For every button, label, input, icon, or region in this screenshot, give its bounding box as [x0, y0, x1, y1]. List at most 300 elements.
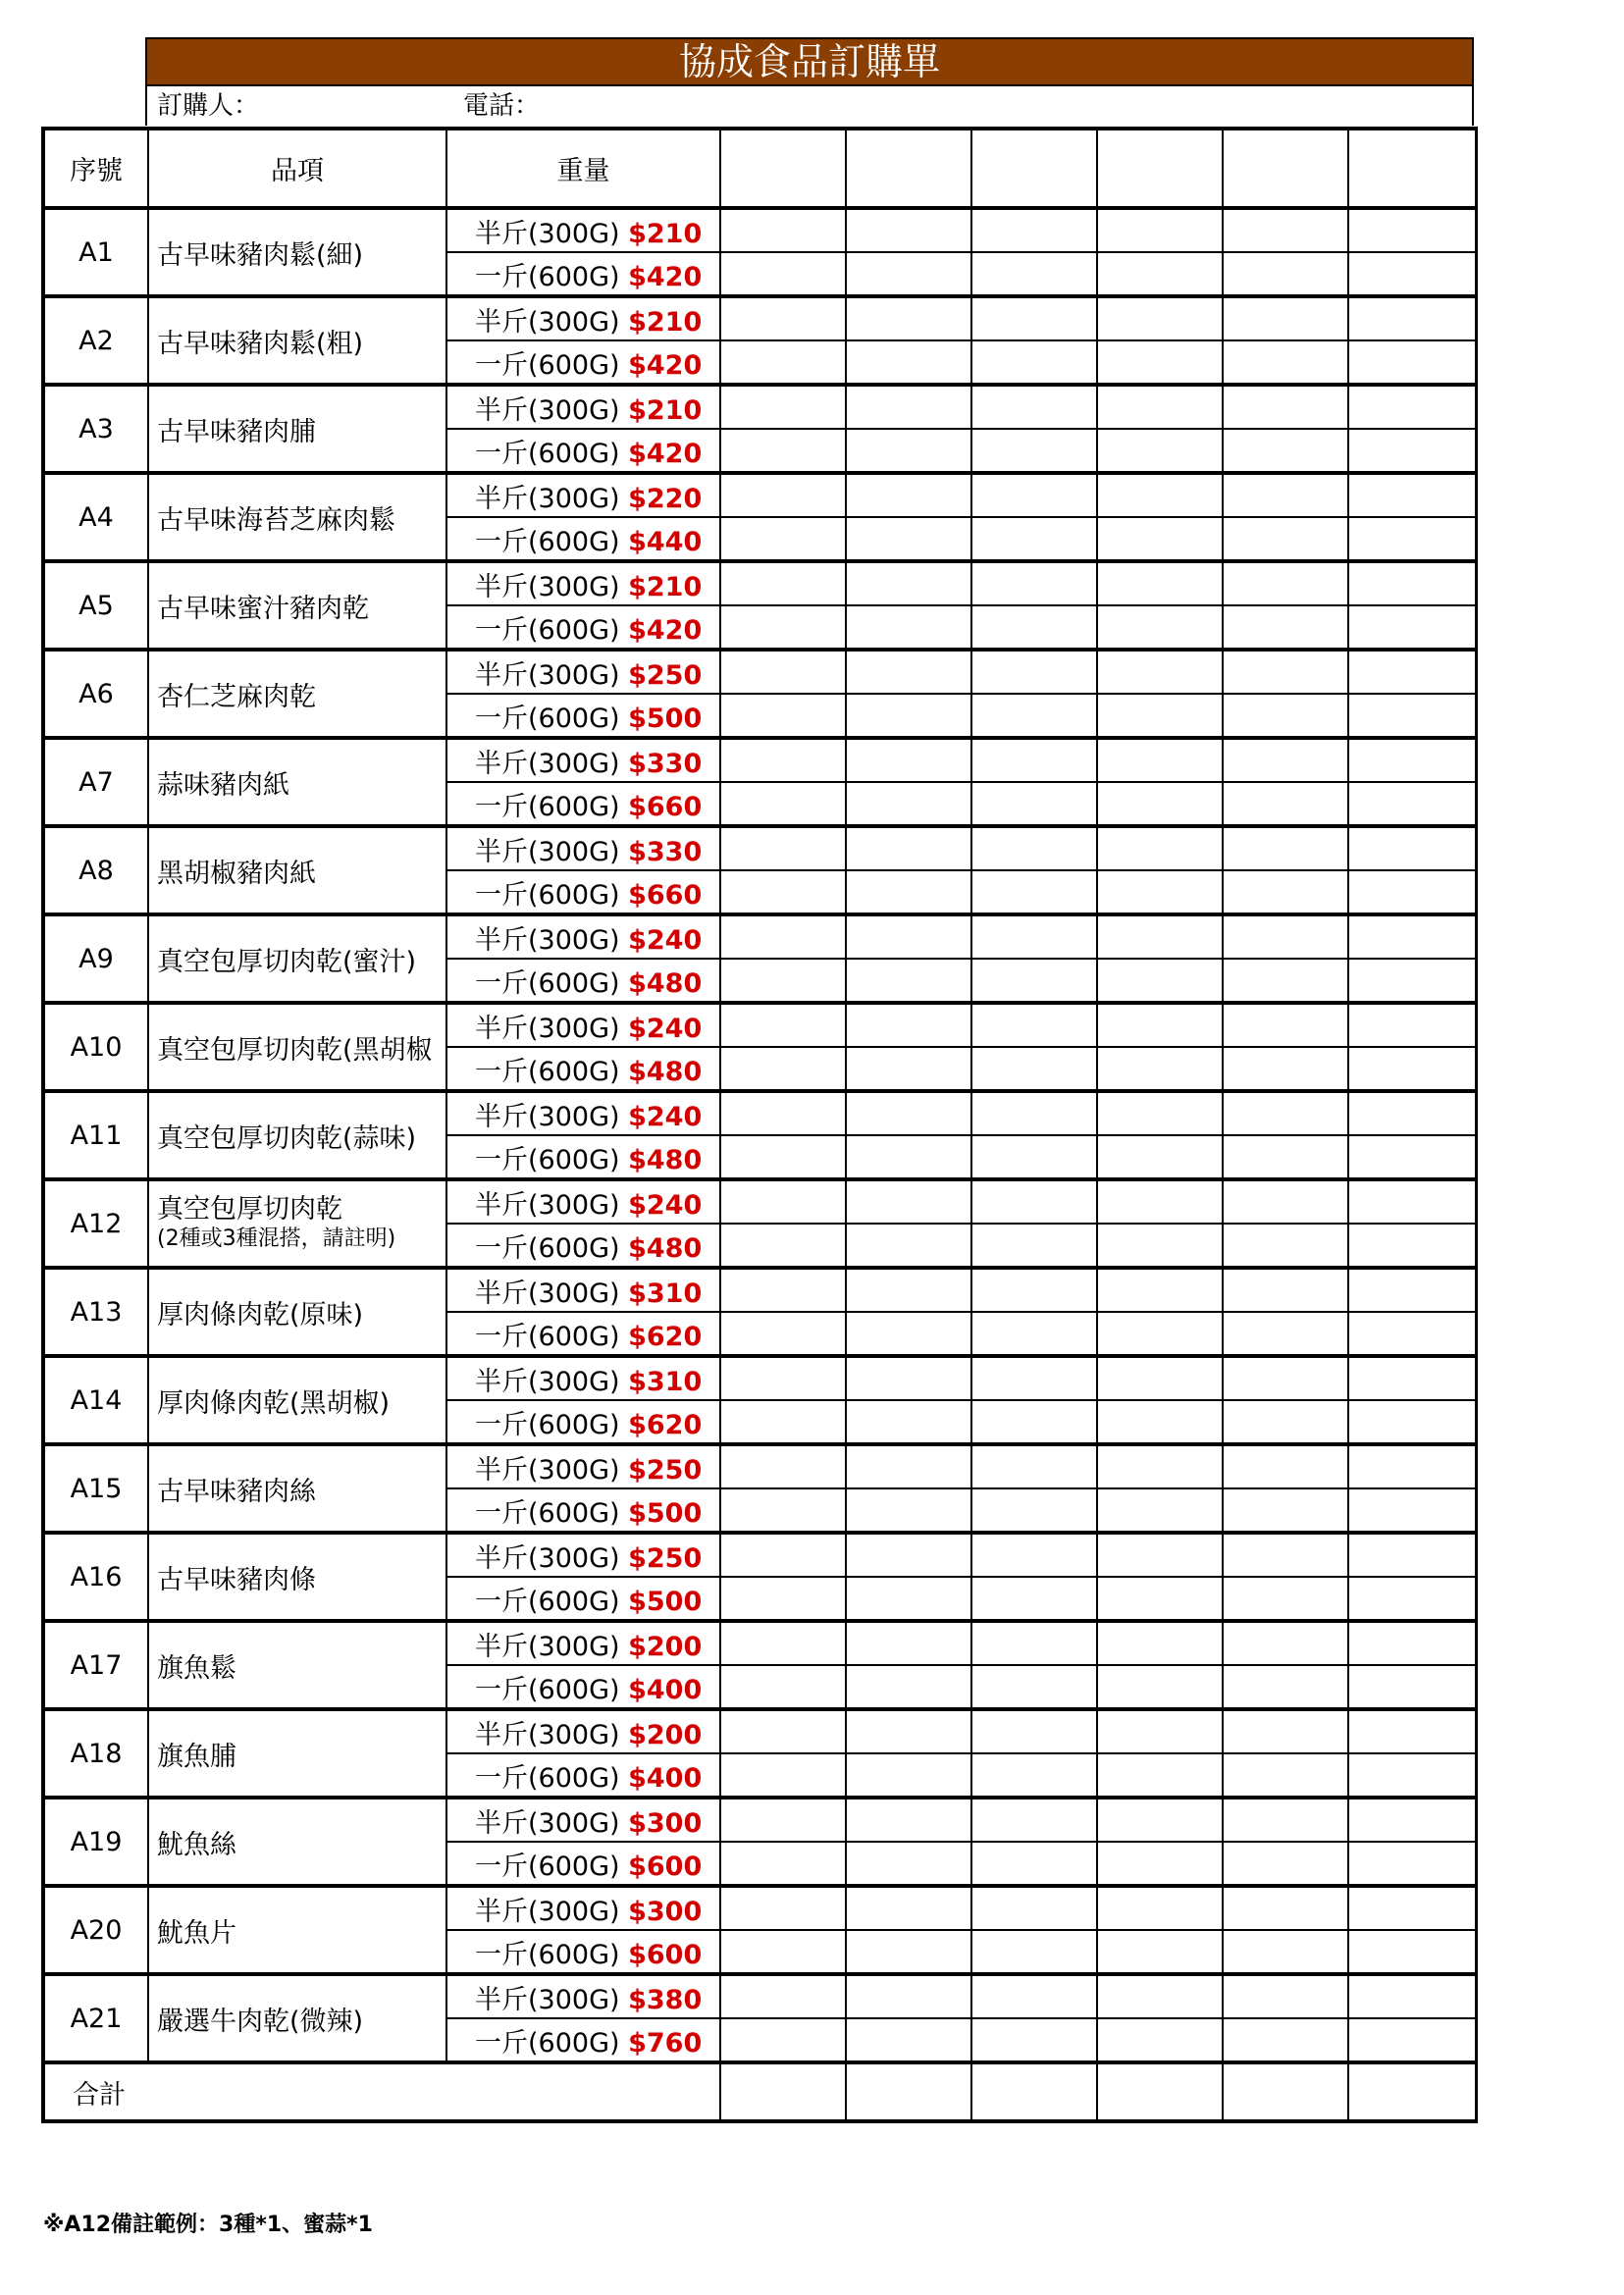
- quantity-input-cell[interactable]: [720, 1665, 846, 1709]
- quantity-input-cell[interactable]: [1223, 252, 1348, 296]
- quantity-input-cell[interactable]: [846, 959, 971, 1003]
- quantity-input-cell[interactable]: [846, 1577, 971, 1621]
- quantity-input-cell[interactable]: [1348, 2018, 1476, 2062]
- quantity-input-cell[interactable]: [1348, 650, 1476, 694]
- quantity-input-cell[interactable]: [1348, 1179, 1476, 1224]
- quantity-input-cell[interactable]: [1223, 826, 1348, 870]
- quantity-input-cell[interactable]: [1097, 208, 1223, 252]
- quantity-input-cell[interactable]: [846, 517, 971, 561]
- quantity-input-cell[interactable]: [1097, 870, 1223, 914]
- quantity-input-cell[interactable]: [846, 1224, 971, 1268]
- quantity-input-cell[interactable]: [971, 1444, 1097, 1488]
- quantity-input-cell[interactable]: [971, 340, 1097, 385]
- quantity-input-cell[interactable]: [971, 1886, 1097, 1930]
- full-price: $420: [628, 261, 703, 292]
- quantity-input-cell[interactable]: [1223, 1356, 1348, 1400]
- half-weight-label: 半斤(300G): [475, 1984, 629, 2015]
- half-price: $330: [628, 836, 703, 867]
- quantity-input-cell[interactable]: [1223, 1886, 1348, 1930]
- quantity-input-cell[interactable]: [971, 1842, 1097, 1886]
- quantity-input-cell[interactable]: [846, 385, 971, 429]
- quantity-input-cell[interactable]: [971, 1312, 1097, 1356]
- quantity-input-cell[interactable]: [846, 694, 971, 738]
- full-price: $660: [628, 791, 703, 822]
- quantity-input-cell[interactable]: [1223, 385, 1348, 429]
- quantity-input-cell[interactable]: [1348, 1709, 1476, 1753]
- quantity-input-cell[interactable]: [1097, 1356, 1223, 1400]
- quantity-input-cell[interactable]: [1223, 429, 1348, 473]
- quantity-input-cell[interactable]: [720, 1400, 846, 1444]
- quantity-input-cell[interactable]: [720, 1312, 846, 1356]
- quantity-input-cell[interactable]: [720, 914, 846, 959]
- quantity-input-cell[interactable]: [971, 1533, 1097, 1577]
- quantity-input-cell[interactable]: [720, 1621, 846, 1665]
- quantity-input-cell[interactable]: [1097, 1533, 1223, 1577]
- quantity-input-cell[interactable]: [1223, 1400, 1348, 1444]
- quantity-input-cell[interactable]: [720, 1798, 846, 1842]
- full-price: $620: [628, 1409, 703, 1440]
- quantity-input-cell[interactable]: [971, 208, 1097, 252]
- quantity-input-cell[interactable]: [720, 1974, 846, 2018]
- quantity-input-cell[interactable]: [1223, 561, 1348, 605]
- quantity-input-cell[interactable]: [1348, 870, 1476, 914]
- quantity-input-cell[interactable]: [720, 650, 846, 694]
- quantity-input-cell[interactable]: [720, 1356, 846, 1400]
- quantity-input-cell[interactable]: [846, 1753, 971, 1798]
- quantity-input-cell[interactable]: [1348, 252, 1476, 296]
- full-weight-cell: [446, 1312, 720, 1356]
- quantity-input-cell[interactable]: [1223, 2018, 1348, 2062]
- quantity-input-cell[interactable]: [1223, 1621, 1348, 1665]
- quantity-input-cell[interactable]: [1223, 1135, 1348, 1179]
- quantity-input-cell[interactable]: [846, 1621, 971, 1665]
- quantity-input-cell[interactable]: [1097, 385, 1223, 429]
- quantity-input-cell[interactable]: [971, 1400, 1097, 1444]
- quantity-input-cell[interactable]: [1348, 1753, 1476, 1798]
- item-seq: A3: [43, 385, 148, 473]
- quantity-input-cell[interactable]: [1097, 1930, 1223, 1974]
- half-weight-label: 半斤(300G): [475, 1896, 629, 1927]
- full-weight-label: 一斤(600G): [475, 1144, 629, 1175]
- item-name-cell: [148, 1179, 446, 1268]
- quantity-input-cell[interactable]: [1097, 517, 1223, 561]
- quantity-input-cell[interactable]: [846, 1930, 971, 1974]
- quantity-input-cell[interactable]: [971, 1709, 1097, 1753]
- quantity-input-cell[interactable]: [846, 1444, 971, 1488]
- quantity-input-cell[interactable]: [1223, 1577, 1348, 1621]
- quantity-input-cell[interactable]: [1097, 1621, 1223, 1665]
- quantity-input-cell[interactable]: [720, 1930, 846, 1974]
- quantity-input-cell[interactable]: [1348, 1003, 1476, 1047]
- quantity-input-cell[interactable]: [1097, 1488, 1223, 1533]
- quantity-input-cell[interactable]: [720, 340, 846, 385]
- quantity-input-cell[interactable]: [720, 1753, 846, 1798]
- quantity-input-cell[interactable]: [1223, 1179, 1348, 1224]
- quantity-input-cell[interactable]: [971, 1753, 1097, 1798]
- quantity-input-cell[interactable]: [1348, 1577, 1476, 1621]
- quantity-input-cell[interactable]: [1223, 1798, 1348, 1842]
- quantity-input-cell[interactable]: [1097, 2018, 1223, 2062]
- quantity-input-cell[interactable]: [971, 959, 1097, 1003]
- total-input-cell[interactable]: [846, 2062, 971, 2121]
- quantity-input-cell[interactable]: [971, 1003, 1097, 1047]
- quantity-input-cell[interactable]: [1348, 782, 1476, 826]
- quantity-input-cell[interactable]: [1097, 826, 1223, 870]
- item-name: 古早味豬肉鬆(細): [157, 239, 364, 271]
- table-row: [43, 914, 1476, 959]
- quantity-input-cell[interactable]: [846, 782, 971, 826]
- quantity-input-cell[interactable]: [1348, 1621, 1476, 1665]
- quantity-input-cell[interactable]: [971, 561, 1097, 605]
- quantity-input-cell[interactable]: [1348, 1444, 1476, 1488]
- quantity-input-cell[interactable]: [720, 1886, 846, 1930]
- quantity-input-cell[interactable]: [971, 738, 1097, 782]
- quantity-input-cell[interactable]: [971, 870, 1097, 914]
- quantity-input-cell[interactable]: [1348, 517, 1476, 561]
- quantity-input-cell[interactable]: [971, 782, 1097, 826]
- quantity-input-cell[interactable]: [846, 1179, 971, 1224]
- quantity-input-cell[interactable]: [846, 1886, 971, 1930]
- quantity-input-cell[interactable]: [971, 1224, 1097, 1268]
- quantity-input-cell[interactable]: [1223, 914, 1348, 959]
- quantity-input-cell[interactable]: [720, 870, 846, 914]
- quantity-input-cell[interactable]: [720, 605, 846, 650]
- quantity-input-cell[interactable]: [720, 561, 846, 605]
- quantity-input-cell[interactable]: [1223, 782, 1348, 826]
- quantity-input-cell[interactable]: [846, 1091, 971, 1135]
- quantity-input-cell[interactable]: [720, 252, 846, 296]
- item-name: 真空包厚切肉乾(蒜味): [157, 1122, 417, 1154]
- half-weight-cell: [446, 1533, 720, 1577]
- quantity-input-cell[interactable]: [1097, 782, 1223, 826]
- quantity-input-cell[interactable]: [1348, 1533, 1476, 1577]
- quantity-input-cell[interactable]: [720, 1091, 846, 1135]
- quantity-input-cell[interactable]: [971, 429, 1097, 473]
- quantity-input-cell[interactable]: [1223, 738, 1348, 782]
- quantity-input-cell[interactable]: [1223, 296, 1348, 340]
- table-row: [43, 473, 1476, 517]
- item-seq: A9: [43, 914, 148, 1003]
- quantity-input-cell[interactable]: [846, 561, 971, 605]
- quantity-input-cell[interactable]: [846, 340, 971, 385]
- total-input-cell[interactable]: [971, 2062, 1097, 2121]
- quantity-input-cell[interactable]: [720, 1003, 846, 1047]
- half-price: $300: [628, 1807, 703, 1839]
- order-table: [41, 127, 1478, 2123]
- quantity-input-cell[interactable]: [971, 1577, 1097, 1621]
- quantity-input-cell[interactable]: [1348, 208, 1476, 252]
- quantity-input-cell[interactable]: [1223, 1488, 1348, 1533]
- quantity-input-cell[interactable]: [971, 517, 1097, 561]
- quantity-input-cell[interactable]: [1223, 1047, 1348, 1091]
- quantity-input-cell[interactable]: [846, 1842, 971, 1886]
- quantity-input-cell[interactable]: [971, 1135, 1097, 1179]
- quantity-input-cell[interactable]: [971, 1621, 1097, 1665]
- quantity-input-cell[interactable]: [846, 1665, 971, 1709]
- quantity-input-cell[interactable]: [1223, 473, 1348, 517]
- half-weight-label: 半斤(300G): [475, 1278, 629, 1309]
- quantity-input-cell[interactable]: [1097, 959, 1223, 1003]
- item-name: 嚴選牛肉乾(微辣): [157, 2006, 364, 2037]
- quantity-input-cell[interactable]: [846, 1135, 971, 1179]
- quantity-input-cell[interactable]: [846, 605, 971, 650]
- item-seq: A16: [43, 1533, 148, 1621]
- quantity-input-cell[interactable]: [720, 1047, 846, 1091]
- quantity-input-cell[interactable]: [1097, 561, 1223, 605]
- quantity-input-cell[interactable]: [846, 914, 971, 959]
- quantity-input-cell[interactable]: [720, 1577, 846, 1621]
- item-name-cell: [148, 1003, 446, 1091]
- table-row: [43, 826, 1476, 870]
- quantity-input-cell[interactable]: [1348, 914, 1476, 959]
- quantity-input-cell[interactable]: [1097, 1224, 1223, 1268]
- quantity-input-cell[interactable]: [1223, 1312, 1348, 1356]
- quantity-input-cell[interactable]: [1223, 208, 1348, 252]
- quantity-input-cell[interactable]: [1223, 1665, 1348, 1709]
- quantity-input-cell[interactable]: [1348, 1312, 1476, 1356]
- quantity-input-cell[interactable]: [1097, 605, 1223, 650]
- item-seq: A18: [43, 1709, 148, 1798]
- quantity-input-cell[interactable]: [1223, 1268, 1348, 1312]
- quantity-input-cell[interactable]: [971, 694, 1097, 738]
- quantity-input-cell[interactable]: [720, 473, 846, 517]
- quantity-input-cell[interactable]: [720, 296, 846, 340]
- quantity-input-cell[interactable]: [1348, 1091, 1476, 1135]
- quantity-input-cell[interactable]: [1097, 1577, 1223, 1621]
- quantity-input-cell[interactable]: [720, 517, 846, 561]
- quantity-input-cell[interactable]: [971, 2018, 1097, 2062]
- quantity-input-cell[interactable]: [1223, 340, 1348, 385]
- quantity-input-cell[interactable]: [720, 738, 846, 782]
- full-weight-cell: [446, 517, 720, 561]
- quantity-input-cell[interactable]: [1223, 870, 1348, 914]
- quantity-input-cell[interactable]: [846, 429, 971, 473]
- quantity-input-cell[interactable]: [1097, 1974, 1223, 2018]
- quantity-input-cell[interactable]: [846, 826, 971, 870]
- quantity-input-cell[interactable]: [720, 208, 846, 252]
- item-name: 旗魚脯: [157, 1741, 236, 1772]
- quantity-input-cell[interactable]: [1097, 1179, 1223, 1224]
- quantity-input-cell[interactable]: [1348, 429, 1476, 473]
- full-weight-label: 一斤(600G): [475, 1762, 629, 1794]
- header-blank-cell: [846, 129, 971, 208]
- quantity-input-cell[interactable]: [1348, 694, 1476, 738]
- item-seq: A11: [43, 1091, 148, 1179]
- quantity-input-cell[interactable]: [1348, 826, 1476, 870]
- total-input-cell[interactable]: [720, 2062, 846, 2121]
- quantity-input-cell[interactable]: [1223, 1753, 1348, 1798]
- quantity-input-cell[interactable]: [720, 694, 846, 738]
- quantity-input-cell[interactable]: [1097, 1312, 1223, 1356]
- quantity-input-cell[interactable]: [720, 1135, 846, 1179]
- quantity-input-cell[interactable]: [1097, 914, 1223, 959]
- quantity-input-cell[interactable]: [1097, 1753, 1223, 1798]
- quantity-input-cell[interactable]: [720, 1533, 846, 1577]
- quantity-input-cell[interactable]: [1223, 517, 1348, 561]
- quantity-input-cell[interactable]: [1223, 1224, 1348, 1268]
- quantity-input-cell[interactable]: [1223, 1091, 1348, 1135]
- quantity-input-cell[interactable]: [720, 1268, 846, 1312]
- quantity-input-cell[interactable]: [720, 1842, 846, 1886]
- half-weight-label: 半斤(300G): [475, 1013, 629, 1044]
- quantity-input-cell[interactable]: [971, 605, 1097, 650]
- quantity-input-cell[interactable]: [1348, 1842, 1476, 1886]
- quantity-input-cell[interactable]: [720, 385, 846, 429]
- quantity-input-cell[interactable]: [1097, 252, 1223, 296]
- quantity-input-cell[interactable]: [720, 1224, 846, 1268]
- total-input-cell[interactable]: [1223, 2062, 1348, 2121]
- full-price: $480: [628, 1056, 703, 1087]
- quantity-input-cell[interactable]: [846, 1003, 971, 1047]
- quantity-input-cell[interactable]: [1348, 296, 1476, 340]
- quantity-input-cell[interactable]: [971, 1268, 1097, 1312]
- quantity-input-cell[interactable]: [1097, 1842, 1223, 1886]
- quantity-input-cell[interactable]: [1223, 694, 1348, 738]
- quantity-input-cell[interactable]: [971, 1091, 1097, 1135]
- quantity-input-cell[interactable]: [1097, 296, 1223, 340]
- quantity-input-cell[interactable]: [720, 429, 846, 473]
- quantity-input-cell[interactable]: [1223, 1003, 1348, 1047]
- quantity-input-cell[interactable]: [1097, 1886, 1223, 1930]
- half-weight-label: 半斤(300G): [475, 1719, 629, 1750]
- quantity-input-cell[interactable]: [971, 296, 1097, 340]
- quantity-input-cell[interactable]: [1348, 1047, 1476, 1091]
- quantity-input-cell[interactable]: [846, 2018, 971, 2062]
- quantity-input-cell[interactable]: [1223, 650, 1348, 694]
- quantity-input-cell[interactable]: [846, 1488, 971, 1533]
- quantity-input-cell[interactable]: [1097, 1709, 1223, 1753]
- quantity-input-cell[interactable]: [846, 650, 971, 694]
- total-input-cell[interactable]: [1097, 2062, 1223, 2121]
- quantity-input-cell[interactable]: [1223, 1709, 1348, 1753]
- quantity-input-cell[interactable]: [971, 473, 1097, 517]
- half-price: $200: [628, 1631, 703, 1662]
- quantity-input-cell[interactable]: [1097, 1400, 1223, 1444]
- quantity-input-cell[interactable]: [846, 1709, 971, 1753]
- quantity-input-cell[interactable]: [1348, 605, 1476, 650]
- quantity-input-cell[interactable]: [720, 2018, 846, 2062]
- quantity-input-cell[interactable]: [1097, 340, 1223, 385]
- quantity-input-cell[interactable]: [971, 252, 1097, 296]
- quantity-input-cell[interactable]: [846, 1974, 971, 2018]
- quantity-input-cell[interactable]: [720, 1179, 846, 1224]
- quantity-input-cell[interactable]: [1348, 1886, 1476, 1930]
- quantity-input-cell[interactable]: [971, 1798, 1097, 1842]
- quantity-input-cell[interactable]: [1097, 1091, 1223, 1135]
- quantity-input-cell[interactable]: [1223, 1842, 1348, 1886]
- quantity-input-cell[interactable]: [846, 1798, 971, 1842]
- quantity-input-cell[interactable]: [1097, 1047, 1223, 1091]
- quantity-input-cell[interactable]: [1223, 605, 1348, 650]
- quantity-input-cell[interactable]: [1097, 650, 1223, 694]
- full-weight-cell: [446, 252, 720, 296]
- quantity-input-cell[interactable]: [1223, 1444, 1348, 1488]
- quantity-input-cell[interactable]: [846, 1268, 971, 1312]
- quantity-input-cell[interactable]: [971, 1488, 1097, 1533]
- table-row: [43, 1179, 1476, 1224]
- quantity-input-cell[interactable]: [720, 1444, 846, 1488]
- quantity-input-cell[interactable]: [1097, 1003, 1223, 1047]
- quantity-input-cell[interactable]: [1348, 1400, 1476, 1444]
- quantity-input-cell[interactable]: [971, 1356, 1097, 1400]
- quantity-input-cell[interactable]: [1097, 694, 1223, 738]
- full-price: $760: [628, 2027, 703, 2059]
- quantity-input-cell[interactable]: [720, 782, 846, 826]
- quantity-input-cell[interactable]: [1348, 385, 1476, 429]
- total-input-cell[interactable]: [1348, 2062, 1476, 2121]
- quantity-input-cell[interactable]: [1223, 1974, 1348, 2018]
- quantity-input-cell[interactable]: [1348, 340, 1476, 385]
- quantity-input-cell[interactable]: [971, 1930, 1097, 1974]
- half-weight-cell: [446, 208, 720, 252]
- buyer-info-row: [145, 86, 1474, 126]
- quantity-input-cell[interactable]: [1097, 738, 1223, 782]
- quantity-input-cell[interactable]: [1348, 1665, 1476, 1709]
- quantity-input-cell[interactable]: [971, 1665, 1097, 1709]
- quantity-input-cell[interactable]: [846, 1356, 971, 1400]
- quantity-input-cell[interactable]: [720, 1488, 846, 1533]
- quantity-input-cell[interactable]: [1097, 1665, 1223, 1709]
- quantity-input-cell[interactable]: [1097, 1268, 1223, 1312]
- quantity-input-cell[interactable]: [1097, 1444, 1223, 1488]
- quantity-input-cell[interactable]: [971, 385, 1097, 429]
- quantity-input-cell[interactable]: [1097, 429, 1223, 473]
- quantity-input-cell[interactable]: [971, 1974, 1097, 2018]
- quantity-input-cell[interactable]: [1223, 1930, 1348, 1974]
- quantity-input-cell[interactable]: [971, 1179, 1097, 1224]
- quantity-input-cell[interactable]: [720, 959, 846, 1003]
- quantity-input-cell[interactable]: [846, 1047, 971, 1091]
- full-weight-label: 一斤(600G): [475, 438, 629, 469]
- quantity-input-cell[interactable]: [846, 870, 971, 914]
- quantity-input-cell[interactable]: [1097, 1135, 1223, 1179]
- quantity-input-cell[interactable]: [1348, 1135, 1476, 1179]
- quantity-input-cell[interactable]: [1223, 959, 1348, 1003]
- quantity-input-cell[interactable]: [846, 738, 971, 782]
- quantity-input-cell[interactable]: [1348, 1930, 1476, 1974]
- quantity-input-cell[interactable]: [1097, 473, 1223, 517]
- quantity-input-cell[interactable]: [846, 473, 971, 517]
- quantity-input-cell[interactable]: [1348, 1268, 1476, 1312]
- quantity-input-cell[interactable]: [971, 826, 1097, 870]
- quantity-input-cell[interactable]: [720, 826, 846, 870]
- quantity-input-cell[interactable]: [971, 650, 1097, 694]
- quantity-input-cell[interactable]: [971, 914, 1097, 959]
- quantity-input-cell[interactable]: [720, 1709, 846, 1753]
- quantity-input-cell[interactable]: [1348, 561, 1476, 605]
- quantity-input-cell[interactable]: [1348, 959, 1476, 1003]
- full-price: $600: [628, 1851, 703, 1882]
- quantity-input-cell[interactable]: [971, 1047, 1097, 1091]
- quantity-input-cell[interactable]: [1223, 1533, 1348, 1577]
- quantity-input-cell[interactable]: [1348, 1356, 1476, 1400]
- quantity-input-cell[interactable]: [1348, 738, 1476, 782]
- quantity-input-cell[interactable]: [1348, 1488, 1476, 1533]
- quantity-input-cell[interactable]: [1348, 1798, 1476, 1842]
- full-price: $420: [628, 614, 703, 646]
- quantity-input-cell[interactable]: [1097, 1798, 1223, 1842]
- quantity-input-cell[interactable]: [1348, 473, 1476, 517]
- quantity-input-cell[interactable]: [846, 296, 971, 340]
- quantity-input-cell[interactable]: [846, 1312, 971, 1356]
- quantity-input-cell[interactable]: [846, 1400, 971, 1444]
- quantity-input-cell[interactable]: [846, 208, 971, 252]
- quantity-input-cell[interactable]: [846, 252, 971, 296]
- quantity-input-cell[interactable]: [846, 1533, 971, 1577]
- item-name-cell: [148, 1268, 446, 1356]
- quantity-input-cell[interactable]: [1348, 1974, 1476, 2018]
- quantity-input-cell[interactable]: [1348, 1224, 1476, 1268]
